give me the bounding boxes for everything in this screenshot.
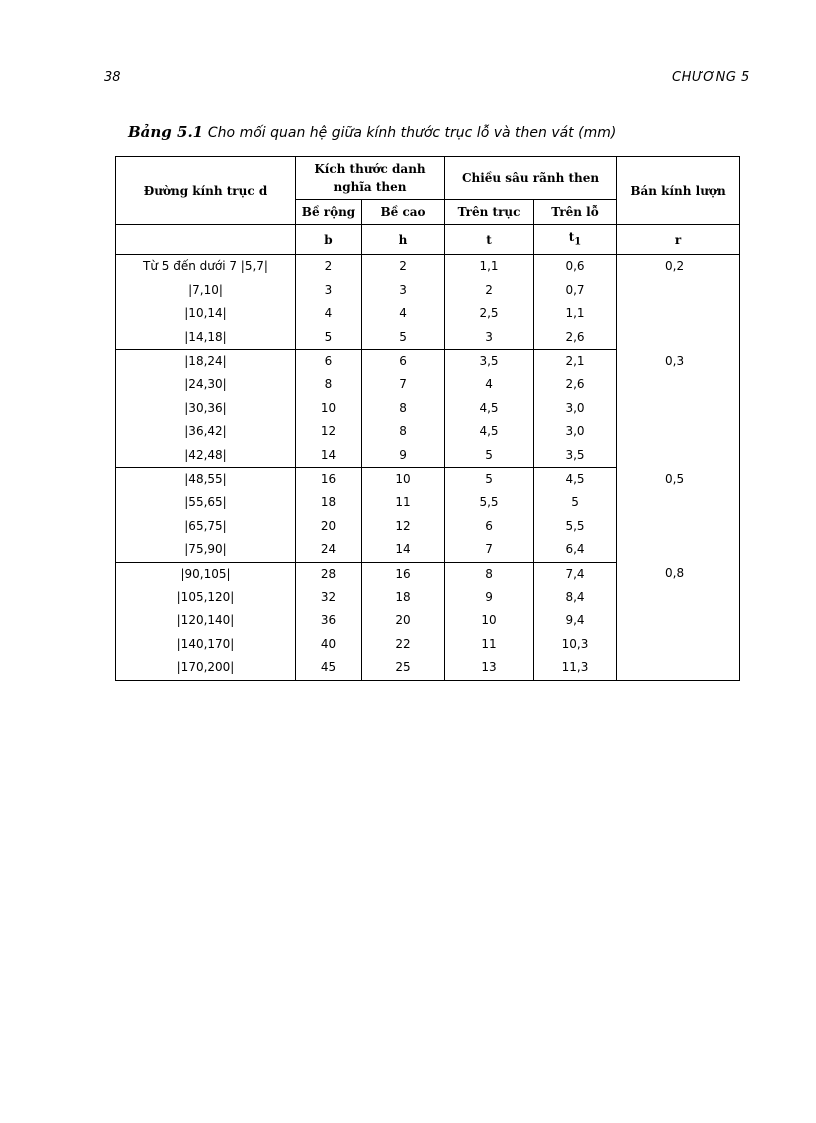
caption-label: Bảng 5.1 bbox=[128, 123, 204, 141]
chapter-heading: CHƯƠNG 5 bbox=[672, 70, 750, 85]
table-row bbox=[116, 255, 740, 279]
cell-depth-shaft: 9 bbox=[445, 586, 534, 609]
header-on-shaft: Trên trục bbox=[445, 200, 534, 225]
cell-radius: 0,8 bbox=[617, 562, 740, 680]
cell-depth-hole: 0,7 bbox=[534, 279, 617, 302]
cell-radius: 0,3 bbox=[617, 350, 740, 468]
table-body bbox=[116, 255, 740, 680]
cell-diameter: |48,55| bbox=[184, 472, 227, 487]
cell-width: 45 bbox=[296, 656, 362, 680]
cell-height: 3 bbox=[362, 279, 445, 302]
cell-width: 16 bbox=[296, 468, 362, 492]
cell-height: 10 bbox=[362, 468, 445, 492]
cell-height: 6 bbox=[362, 350, 445, 374]
cell-depth-hole: 4,5 bbox=[534, 468, 617, 492]
symbol-t1-subscript: 1 bbox=[574, 236, 582, 248]
cell-depth-hole: 0,6 bbox=[534, 255, 617, 279]
cell-width: 12 bbox=[296, 420, 362, 443]
cell-depth-hole: 5 bbox=[534, 491, 617, 514]
cell-diameter: |55,65| bbox=[184, 495, 227, 510]
cell-height: 8 bbox=[362, 397, 445, 420]
cell-height: 20 bbox=[362, 609, 445, 632]
cell-depth-shaft: 6 bbox=[445, 515, 534, 538]
cell-diameter: |36,42| bbox=[184, 424, 227, 439]
cell-width: 8 bbox=[296, 373, 362, 396]
header-chamfer-radius: Bán kính lượn bbox=[617, 157, 740, 225]
cell-height: 25 bbox=[362, 656, 445, 680]
cell-depth-hole: 9,4 bbox=[534, 609, 617, 632]
cell-height: 12 bbox=[362, 515, 445, 538]
cell-width: 5 bbox=[296, 326, 362, 350]
cell-depth-shaft: 7 bbox=[445, 538, 534, 562]
cell-diameter: |14,18| bbox=[116, 326, 296, 350]
cell-depth-hole: 2,1 bbox=[534, 350, 617, 374]
cell-depth-shaft: 4 bbox=[445, 373, 534, 396]
cell-radius: 0,2 bbox=[617, 255, 740, 350]
cell-height: 18 bbox=[362, 586, 445, 609]
cell-depth-shaft: 5 bbox=[445, 468, 534, 492]
cell-depth-shaft: 1,1 bbox=[445, 255, 534, 279]
symbol-h: h bbox=[362, 225, 445, 255]
cell-depth-shaft: 2,5 bbox=[445, 302, 534, 325]
cell-height: 4 bbox=[362, 302, 445, 325]
cell-depth-hole: 8,4 bbox=[534, 586, 617, 609]
cell-depth-shaft: 5,5 bbox=[445, 491, 534, 514]
cell-height: 5 bbox=[362, 326, 445, 350]
cell-diameter: |65,75| bbox=[184, 518, 227, 533]
cell-depth-hole: 1,1 bbox=[534, 302, 617, 325]
cell-width: 14 bbox=[296, 444, 362, 468]
header-width: Bề rộng bbox=[296, 200, 362, 225]
cell-width: 24 bbox=[296, 538, 362, 562]
cell-width: 4 bbox=[296, 302, 362, 325]
table-row bbox=[116, 468, 740, 492]
cell-diameter: |105,120| bbox=[176, 590, 235, 605]
cell-depth-hole: 5,5 bbox=[534, 515, 617, 538]
header-nominal-key-size: Kích thước danh nghĩa then bbox=[296, 157, 445, 200]
cell-diameter: |140,170| bbox=[176, 636, 235, 651]
cell-depth-hole: 2,6 bbox=[534, 373, 617, 396]
cell-depth-hole: 2,6 bbox=[534, 326, 617, 350]
cell-depth-hole: 7,4 bbox=[534, 562, 617, 586]
cell-diameter: |10,14| bbox=[184, 306, 227, 321]
cell-width: 28 bbox=[296, 562, 362, 586]
header-shaft-diameter: Đường kính trục d bbox=[116, 157, 296, 225]
cell-width: 6 bbox=[296, 350, 362, 374]
cell-height: 7 bbox=[362, 373, 445, 396]
cell-width: 32 bbox=[296, 586, 362, 609]
cell-diameter: |7,10| bbox=[188, 282, 223, 297]
table-row bbox=[116, 562, 740, 586]
cell-depth-shaft: 13 bbox=[445, 656, 534, 680]
page-number: 38 bbox=[104, 70, 121, 85]
cell-diameter: |90,105| bbox=[180, 566, 231, 581]
cell-depth-shaft: 4,5 bbox=[445, 397, 534, 420]
cell-width: 10 bbox=[296, 397, 362, 420]
cell-depth-hole: 3,0 bbox=[534, 420, 617, 443]
symbol-d bbox=[116, 225, 296, 255]
symbol-t1-base: t bbox=[568, 230, 575, 244]
cell-diameter: |75,90| bbox=[116, 538, 296, 562]
cell-depth-shaft: 2 bbox=[445, 279, 534, 302]
cell-depth-shaft: 4,5 bbox=[445, 420, 534, 443]
header-slot-depth: Chiều sâu rãnh then bbox=[445, 157, 617, 200]
cell-height: 2 bbox=[362, 255, 445, 279]
symbol-t1 bbox=[534, 225, 617, 255]
cell-depth-shaft: 10 bbox=[445, 609, 534, 632]
symbol-t: t bbox=[445, 225, 534, 255]
cell-width: 20 bbox=[296, 515, 362, 538]
cell-height: 8 bbox=[362, 420, 445, 443]
cell-depth-hole: 3,5 bbox=[534, 444, 617, 468]
table-row bbox=[116, 350, 740, 374]
cell-diameter: |24,30| bbox=[184, 377, 227, 392]
header-height: Bề cao bbox=[362, 200, 445, 225]
cell-radius: 0,5 bbox=[617, 468, 740, 563]
cell-diameter: |120,140| bbox=[176, 613, 235, 628]
cell-height: 11 bbox=[362, 491, 445, 514]
key-dimension-table bbox=[115, 156, 740, 681]
cell-height: 9 bbox=[362, 444, 445, 468]
cell-height: 22 bbox=[362, 633, 445, 656]
cell-diameter: |30,36| bbox=[184, 400, 227, 415]
cell-depth-shaft: 11 bbox=[445, 633, 534, 656]
cell-depth-shaft: 8 bbox=[445, 562, 534, 586]
header-on-hole: Trên lỗ bbox=[534, 200, 617, 225]
cell-diameter: Từ 5 đến dưới 7 |5,7| bbox=[143, 259, 268, 274]
cell-diameter: |42,48| bbox=[116, 444, 296, 468]
cell-diameter: |18,24| bbox=[184, 354, 227, 369]
cell-width: 3 bbox=[296, 279, 362, 302]
table-caption bbox=[128, 123, 738, 141]
cell-width: 36 bbox=[296, 609, 362, 632]
cell-depth-hole: 11,3 bbox=[534, 656, 617, 680]
cell-depth-shaft: 5 bbox=[445, 444, 534, 468]
symbol-r: r bbox=[617, 225, 740, 255]
cell-depth-hole: 6,4 bbox=[534, 538, 617, 562]
cell-depth-shaft: 3,5 bbox=[445, 350, 534, 374]
symbol-b: b bbox=[296, 225, 362, 255]
cell-width: 40 bbox=[296, 633, 362, 656]
cell-height: 14 bbox=[362, 538, 445, 562]
cell-depth-shaft: 3 bbox=[445, 326, 534, 350]
cell-width: 2 bbox=[296, 255, 362, 279]
cell-height: 16 bbox=[362, 562, 445, 586]
cell-depth-hole: 3,0 bbox=[534, 397, 617, 420]
cell-diameter: |170,200| bbox=[176, 660, 235, 675]
caption-text: Cho mối quan hệ giữa kính thước trục lỗ và then vát (mm) bbox=[207, 125, 617, 141]
cell-width: 18 bbox=[296, 491, 362, 514]
cell-depth-hole: 10,3 bbox=[534, 633, 617, 656]
